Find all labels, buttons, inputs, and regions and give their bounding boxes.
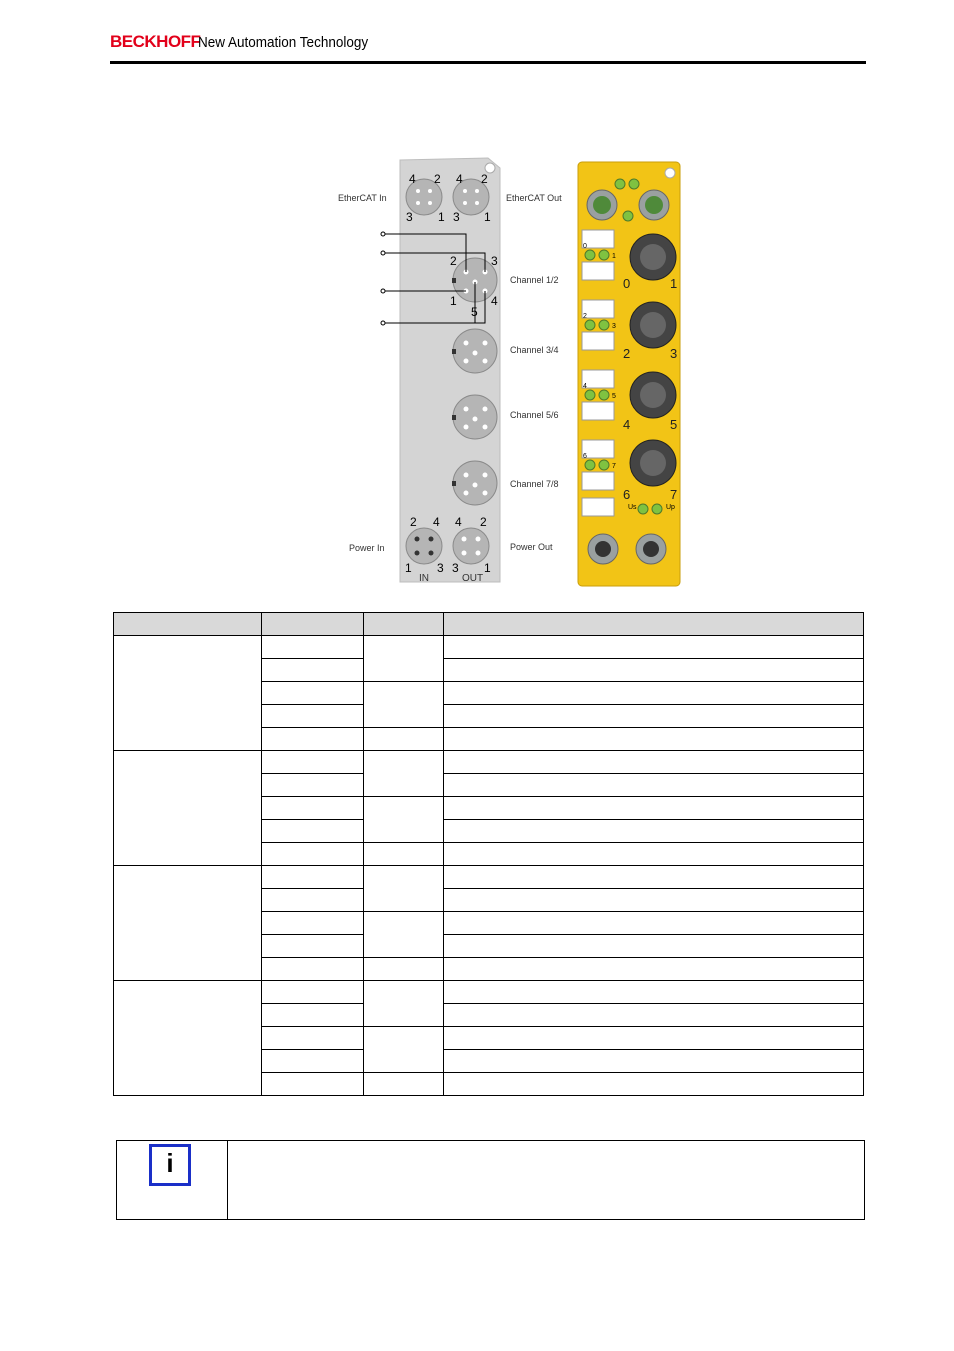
module-drawing <box>0 0 954 600</box>
label-out: OUT <box>462 573 484 584</box>
label-in: IN <box>419 573 429 584</box>
channel-34-connector <box>452 329 497 373</box>
table-row <box>114 636 864 659</box>
led-label: 7 <box>612 463 616 470</box>
pin-number: 2 <box>481 172 488 186</box>
pin-number: 4 <box>433 515 440 529</box>
pin-assignment-table <box>113 612 864 1096</box>
table-row <box>114 866 864 889</box>
led-label: 5 <box>612 393 616 400</box>
pin-number: 1 <box>438 210 445 224</box>
table-header-row <box>114 613 864 636</box>
channel-number: 1 <box>670 276 678 291</box>
label-power-in: Power In <box>349 543 385 553</box>
pin-number: 4 <box>409 172 416 186</box>
table-row <box>114 751 864 774</box>
channel-number: 7 <box>670 487 678 502</box>
led-label-up: Up <box>666 504 675 511</box>
pin-number: 1 <box>450 294 457 308</box>
led-label: 1 <box>612 253 616 260</box>
pin-number: 2 <box>434 172 441 186</box>
pin-number: 2 <box>410 515 417 529</box>
pin-number: 4 <box>455 515 462 529</box>
pin-number: 2 <box>450 254 457 268</box>
label-channel-56: Channel 5/6 <box>510 410 559 420</box>
led-label: 2 <box>583 313 587 320</box>
label-power-out: Power Out <box>510 542 553 552</box>
channel-number: 5 <box>670 417 678 432</box>
led-label: 6 <box>583 453 587 460</box>
power-out-connector <box>453 528 489 564</box>
label-channel-78: Channel 7/8 <box>510 479 559 489</box>
note-box <box>116 1140 865 1220</box>
brand-logo: BECKHOFF <box>110 32 201 51</box>
channel-number: 4 <box>623 417 631 432</box>
pin-number: 3 <box>453 210 460 224</box>
pin-number: 1 <box>484 561 491 575</box>
led-label: 3 <box>612 323 616 330</box>
channel-56-connector <box>452 395 497 439</box>
pin-number: 1 <box>405 561 412 575</box>
led-label: 0 <box>583 243 587 250</box>
pin-number: 1 <box>484 210 491 224</box>
led-label: 4 <box>583 383 587 390</box>
power-in-connector <box>406 528 442 564</box>
info-icon: i <box>149 1144 191 1186</box>
label-ethercat-in: EtherCAT In <box>338 193 387 203</box>
pin-number: 3 <box>406 210 413 224</box>
channel-number: 6 <box>623 487 631 502</box>
channel-number: 3 <box>670 346 678 361</box>
pin-number: 4 <box>491 294 498 308</box>
channel-number: 2 <box>623 346 631 361</box>
pin-number: 4 <box>456 172 463 186</box>
pin-number: 3 <box>491 254 498 268</box>
label-ethercat-out: EtherCAT Out <box>506 193 562 203</box>
channel-78-connector <box>452 461 497 505</box>
module-figure <box>0 0 954 600</box>
channel-number: 0 <box>623 276 631 291</box>
led-label-us: Us <box>628 504 637 511</box>
brand-tagline: New Automation Technology <box>198 34 369 51</box>
label-channel-12: Channel 1/2 <box>510 275 559 285</box>
pin-number: 3 <box>452 561 459 575</box>
pin-number: 2 <box>480 515 487 529</box>
note-separator <box>227 1141 228 1219</box>
table-row <box>114 981 864 1004</box>
label-channel-34: Channel 3/4 <box>510 345 559 355</box>
pin-number: 3 <box>437 561 444 575</box>
pin-number: 5 <box>471 305 478 319</box>
